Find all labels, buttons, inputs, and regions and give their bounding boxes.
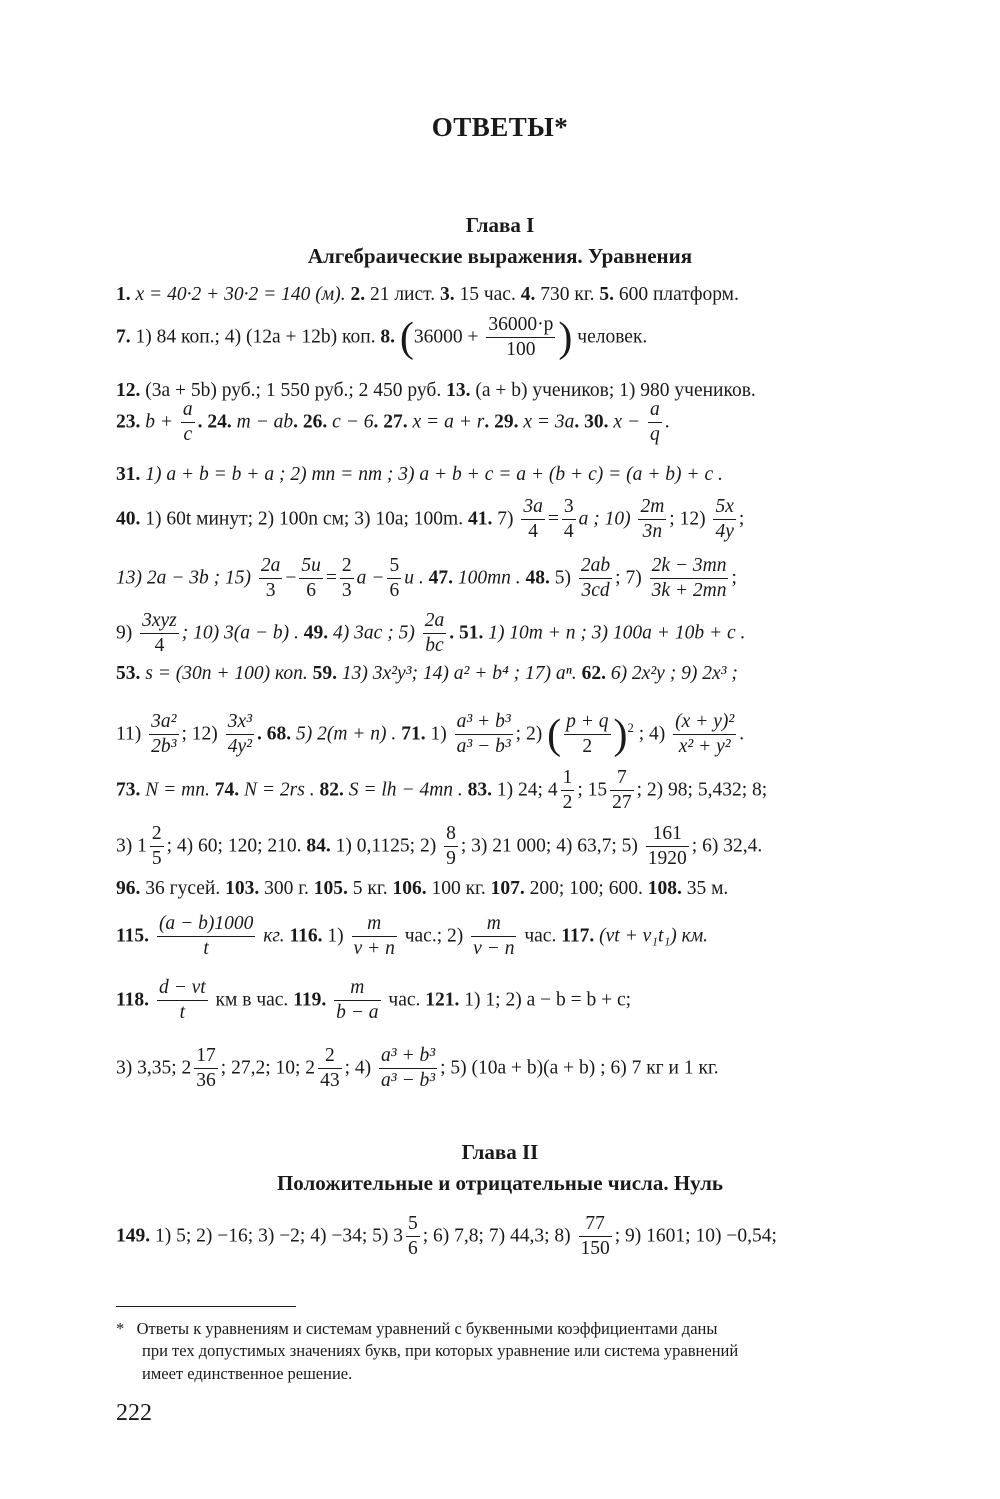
answer-number: . 24. — [197, 411, 232, 433]
denominator: 3k + 2mn — [651, 580, 727, 602]
answer-text: 11) — [116, 723, 142, 745]
answer-text: 1) 60t минут; 2) 100n см; 3) 10a; 100m. — [145, 508, 464, 530]
answer-number: 119. — [293, 989, 327, 1011]
chapter-2-title: Глава II — [461, 1140, 539, 1164]
answer-text: x = 40·2 + 30·2 = 140 (м). — [135, 284, 346, 305]
numerator: (x + y)² — [673, 712, 736, 735]
answer-text: 7) — [497, 508, 514, 530]
numerator: 2a — [423, 611, 447, 634]
answer-number: . 30. — [574, 411, 609, 433]
fraction — [646, 824, 689, 870]
answer-number: 116. — [289, 925, 323, 947]
answer-number: 31. — [116, 464, 141, 485]
numerator: 5u — [299, 556, 323, 579]
numerator: 161 — [646, 824, 689, 847]
fraction — [157, 914, 255, 960]
denominator: 3n — [642, 521, 663, 543]
denominator: 2 — [562, 792, 573, 814]
answer-text: кг. — [263, 925, 285, 947]
answer-number: 5. — [599, 284, 614, 305]
answer-line-12 — [116, 824, 896, 870]
equals-sign: = — [325, 567, 337, 589]
answer-text: ; 9) 1601; 10) −0,54; — [614, 1225, 777, 1247]
answer-text: ; 6) 32,4. — [691, 835, 763, 857]
denominator: 4y — [715, 521, 734, 543]
numerator: 7 — [610, 768, 634, 791]
answer-text: км в час. — [215, 989, 289, 1011]
numerator: 2 — [150, 824, 164, 847]
fraction — [194, 1046, 218, 1092]
answer-line-8 — [116, 611, 896, 657]
answer-text: 5 кг. — [352, 878, 388, 899]
answer-text: 1) 10m + n ; 3) 100a + 10b + c . — [488, 622, 746, 644]
answer-number: 83. — [467, 779, 493, 801]
answer-text: 730 кг. — [540, 284, 595, 305]
answer-text: 13) 3x²y³; 14) a² + b⁴ ; 17) aⁿ. — [341, 663, 577, 684]
answer-number: 49. — [303, 622, 329, 644]
answer-number: 59. — [312, 663, 338, 684]
denominator: 4y² — [227, 736, 252, 758]
answer-number: . 26. — [293, 411, 328, 433]
answer-number: 7. — [116, 326, 131, 348]
answer-text: 5) 2(m + n) . — [295, 723, 397, 745]
answer-number: . 29. — [484, 411, 519, 433]
answer-number: 82. — [319, 779, 344, 801]
denominator: v + n — [353, 938, 395, 960]
answer-text: 1) 1; 2) a − b = b + c; — [464, 989, 632, 1011]
fraction — [638, 497, 666, 543]
numerator: a³ + b³ — [455, 712, 513, 735]
fraction — [455, 712, 513, 758]
answer-line-15 — [116, 978, 896, 1024]
denominator: 4 — [528, 521, 538, 543]
paren-open: ( — [547, 711, 562, 758]
fraction — [673, 712, 736, 758]
denominator: t — [203, 938, 209, 960]
minus-sign: − — [285, 567, 297, 589]
numerator: 77 — [579, 1214, 612, 1237]
answer-number: 107. — [490, 878, 525, 899]
denominator: b − a — [336, 1002, 379, 1024]
denominator: t — [179, 1002, 186, 1024]
answer-line-4: 23. b + $\frac{a}{c}$ . 24. m − ab. 26. c − 6. 27. x = a + r. 29. x = 3a. 30. x − $\frac{a}{q}$ . — [116, 399, 670, 446]
answer-text: N = mn. — [145, 779, 210, 801]
numerator: 2 — [340, 556, 354, 579]
answer-line-6: 40. 1) 60t минут; 2) 100n см; 3) 10a; 100m. 41. 7) $\frac{3a}{4}$ = $\frac{3}{4}$ a ; 10) $\frac{2m}{3n}$ ; 12) $\frac{5x}{4y}$ ; — [116, 496, 745, 543]
fraction — [406, 1214, 420, 1260]
answer-text: 9) — [116, 622, 133, 644]
answer-line-17 — [116, 1214, 896, 1260]
footnote — [116, 1318, 916, 1385]
answer-number: 53. — [116, 663, 141, 684]
answer-text: ; 2) — [515, 723, 543, 745]
numerator: 2m — [638, 497, 666, 520]
answer-text: 36000 + — [413, 326, 479, 348]
answer-text: человек. — [577, 326, 648, 348]
numerator: (a − b)1000 — [157, 914, 255, 937]
numerator: m — [352, 914, 397, 937]
answer-text: c − 6 — [332, 411, 374, 433]
answer-number: 3. — [439, 284, 455, 305]
page-number: 222 — [116, 1400, 152, 1426]
numerator: 3x³ — [226, 712, 254, 735]
answer-number: 23. — [116, 411, 141, 433]
answer-text: 600 платформ. — [618, 284, 739, 305]
numerator: 5 — [406, 1214, 420, 1237]
numerator: m — [471, 914, 516, 937]
chapter-2-heading — [0, 1140, 1000, 1196]
answer-number: 115. — [116, 925, 150, 947]
answer-number: 62. — [581, 663, 606, 684]
chapter-2-subtitle: Положительные и отрицательные числа. Нуль — [276, 1171, 724, 1195]
answer-line-9 — [116, 664, 896, 684]
numerator: 5 — [387, 556, 401, 579]
answer-number: 149. — [116, 1225, 151, 1247]
answer-number: 48. — [525, 567, 550, 589]
answer-text: 1) — [327, 925, 344, 947]
denominator: 9 — [446, 848, 456, 870]
denominator: q — [649, 424, 660, 446]
fraction — [299, 556, 323, 602]
denominator: v − n — [473, 938, 515, 960]
answer-text: ; 4) 60; 120; 210. — [166, 835, 302, 857]
answer-text: 1) a + b = b + a ; 2) mn = nm ; 3) a + b + c = a + (b + c) = (a + b) + c . — [145, 464, 723, 485]
numerator: a — [181, 400, 195, 423]
denominator: 100 — [506, 339, 536, 361]
numerator: 2a — [259, 556, 283, 579]
fraction — [352, 914, 397, 960]
numerator: 2 — [318, 1046, 342, 1069]
fraction — [318, 1046, 342, 1092]
answer-text: (vt + v₁t₁) км. — [599, 925, 709, 947]
answer-number: 106. — [392, 878, 427, 899]
answer-text: ; 5) (10a + b)(a + b) ; 6) 7 кг и 1 кг. — [440, 1057, 719, 1079]
numerator: m — [334, 978, 380, 1001]
answer-number: . 27. — [373, 411, 408, 433]
answer-number: 108. — [647, 878, 682, 899]
answer-text: S = lh − 4mn . — [348, 779, 463, 801]
fraction — [334, 978, 380, 1024]
answer-text: 1) — [430, 723, 447, 745]
fraction — [149, 712, 178, 758]
denominator: 150 — [580, 1238, 610, 1260]
answer-number: 96. — [116, 878, 141, 899]
answer-line-16 — [116, 1046, 896, 1092]
numerator: 17 — [194, 1046, 218, 1069]
answer-number: 73. — [116, 779, 141, 801]
denominator: 4 — [154, 635, 165, 657]
answer-text: ; 2) 98; 5,432; 8; — [636, 779, 768, 801]
answer-line-5 — [116, 465, 896, 485]
answer-text: 1) 84 коп.; 4) (12a + 12b) коп. — [135, 326, 376, 348]
answer-text: 1) 0,1125; 2) — [335, 835, 437, 857]
fraction — [150, 824, 164, 870]
answer-text: 4) 3ac ; 5) — [333, 622, 415, 644]
denominator: 3cd — [581, 580, 610, 602]
numerator: 3a² — [149, 712, 178, 735]
numerator: a — [648, 400, 662, 423]
paren-open: ( — [399, 314, 414, 361]
denominator: 2b³ — [151, 736, 177, 758]
footnote-divider — [116, 1306, 296, 1307]
answer-text: 100 кг. — [431, 878, 486, 899]
answer-text: (a + b) учеников; 1) 980 учеников. — [475, 380, 756, 401]
answer-text: ; 4) — [344, 1057, 372, 1079]
answer-number: 12. — [116, 380, 141, 401]
fraction — [181, 400, 195, 446]
answer-number: 40. — [116, 508, 141, 530]
numerator: 8 — [444, 824, 458, 847]
fraction — [648, 400, 662, 446]
answer-text: x = a + r — [412, 411, 485, 433]
answer-line-2 — [116, 315, 896, 361]
answer-text: 15 час. — [459, 284, 516, 305]
answer-number: 47. — [428, 567, 453, 589]
numerator: 2k − 3mn — [650, 556, 729, 579]
answer-text: ; 12) — [181, 723, 218, 745]
answer-text: 13) 2a − 3b ; 15) — [116, 567, 252, 589]
fraction — [423, 611, 447, 657]
answer-number: 13. — [446, 380, 471, 401]
answer-text: ; 3) 21 000; 4) 63,7; 5) — [460, 835, 638, 857]
answer-text: N = 2rs . — [244, 779, 315, 801]
answer-text: s = (30n + 100) коп. — [145, 663, 308, 684]
denominator: 6 — [389, 580, 400, 602]
numerator: 3a — [521, 497, 545, 520]
answer-line-14 — [116, 914, 896, 960]
answer-line-1 — [116, 285, 896, 305]
footnote-line-2: при тех допустимых значениях букв, при которых уравнение или система уравнений — [142, 1341, 739, 1361]
numerator: 3 — [562, 497, 576, 520]
answer-text: ; 7) — [615, 567, 642, 589]
answer-line-10: 11) $\frac{\text{3a²}}{\text{2b³}}$ ; 12) $\frac{\text{3x³}}{\text{4y²}}$ . 68. 5) 2(m + n) . 71. 1) $\frac{\text{a³ + b³}}{\text{a³ − b³}}$ ; 2) ( $\frac{p + q}{2}$ )$^2$ ; 4) $\frac{\text{(x + y)²}}{\text{x² + y²}}$ . — [116, 711, 745, 758]
answer-number: 117. — [561, 925, 595, 947]
denominator: 6 — [306, 580, 317, 602]
fraction — [561, 768, 575, 814]
answer-number: . 68. — [256, 723, 292, 745]
answer-text: ; 10) 3(a − b) . — [181, 622, 299, 644]
fraction — [713, 497, 735, 543]
answer-text: ; 12) — [669, 508, 706, 530]
answer-number: 4. — [520, 284, 536, 305]
fraction — [259, 556, 283, 602]
denominator: 2 — [582, 736, 593, 758]
fraction — [521, 497, 545, 543]
footnote-line-1: Ответы к уравнениям и системам уравнений с буквенными коэффициентами даны — [136, 1319, 718, 1338]
answer-text: час. — [388, 989, 421, 1011]
fraction — [562, 497, 576, 543]
fraction — [157, 978, 208, 1024]
answer-line-11 — [116, 768, 896, 814]
numerator: a³ + b³ — [379, 1046, 437, 1069]
answer-text: a ; 10) — [578, 508, 631, 530]
page-title: ОТВЕТЫ* — [431, 112, 569, 142]
denominator: x² + y² — [678, 736, 731, 758]
fraction — [226, 712, 254, 758]
answer-text: (3a + 5b) руб.; 1 550 руб.; 2 450 руб. — [145, 380, 442, 401]
paren-close: ) — [613, 711, 628, 758]
answer-text: ; 27,2; 10; 2 — [220, 1057, 316, 1079]
fraction — [140, 611, 179, 657]
paren-close: ) — [558, 314, 573, 361]
numerator: d − vt — [157, 978, 208, 1001]
answer-number: 84. — [306, 835, 331, 857]
answer-text: x = 3a — [523, 411, 575, 433]
denominator: a³ − b³ — [380, 1070, 436, 1092]
answer-text: u . — [404, 567, 424, 589]
denominator: 3 — [265, 580, 276, 602]
answer-text: 1) 24; 4 — [496, 779, 558, 801]
answer-number: 71. — [401, 723, 426, 745]
answer-number: 2. — [350, 284, 366, 305]
denominator: c — [183, 424, 193, 446]
footnote-line-3: имеет единственное решение. — [142, 1363, 353, 1383]
answer-number: 41. — [467, 508, 493, 530]
fraction — [579, 556, 612, 602]
denominator: 5 — [151, 848, 162, 870]
numerator: 3xyz — [140, 611, 179, 634]
answer-text: ; 15 — [577, 779, 608, 801]
numerator: 36000·p — [486, 315, 555, 338]
answer-text: b + — [145, 411, 174, 433]
answer-text: 21 лист. — [369, 284, 436, 305]
answer-text: ; 6) 7,8; 7) 44,3; 8) — [422, 1225, 571, 1247]
answer-text: m − ab — [236, 411, 294, 433]
chapter-1-heading — [0, 213, 1000, 269]
answer-line-7: 13) 2a − 3b ; 15) $\frac{2a}{3}$ − $\frac{5u}{6}$ = $\frac{2}{3}$ a − $\frac{5}{6}$ u . 47. 100mn . 48. 5) $\frac{2ab}{3cd}$ ; 7) $\frac{2k - 3mn}{3k + 2mn}$ ; — [116, 555, 737, 602]
fraction — [579, 1214, 612, 1260]
denominator: 1920 — [647, 848, 687, 870]
answer-text: 1) 5; 2) −16; 3) −2; 4) −34; 5) 3 — [155, 1225, 404, 1247]
answer-number: 105. — [313, 878, 348, 899]
denominator: bc — [425, 635, 444, 657]
fraction — [486, 315, 555, 361]
answer-number: 118. — [116, 989, 150, 1011]
numerator: 2ab — [579, 556, 612, 579]
fraction — [610, 768, 634, 814]
numerator: 5x — [713, 497, 735, 520]
answer-text: 6) 2x²y ; 9) 2x³ ; — [610, 663, 738, 684]
answer-text: 5) — [554, 567, 572, 589]
answer-text: x − — [613, 411, 641, 433]
fraction — [340, 556, 354, 602]
answer-number: 121. — [425, 989, 460, 1011]
fraction — [379, 1046, 437, 1092]
answer-number: 8. — [380, 326, 396, 348]
answer-text: 3) 1 — [116, 835, 147, 857]
numerator: p + q — [564, 712, 610, 735]
answer-line-3 — [116, 381, 896, 401]
answer-text: a − — [356, 567, 385, 589]
answer-text: час. — [524, 925, 557, 947]
answer-number: . 51. — [449, 622, 484, 644]
denominator: a³ − b³ — [456, 736, 511, 758]
denominator: 6 — [408, 1238, 418, 1260]
answer-text: час.; 2) — [404, 925, 464, 947]
answer-text: 3) 3,35; 2 — [116, 1057, 192, 1079]
chapter-1-title: Глава I — [465, 213, 535, 237]
answer-text: 35 м. — [686, 878, 729, 899]
chapter-1-subtitle: Алгебраические выражения. Уравнения — [307, 244, 693, 268]
numerator: 1 — [561, 768, 575, 791]
footnote-mark: * — [116, 1319, 125, 1338]
fraction — [387, 556, 401, 602]
denominator: 27 — [612, 792, 632, 814]
fraction — [444, 824, 458, 870]
denominator: 4 — [563, 521, 574, 543]
answer-number: 103. — [225, 878, 260, 899]
answer-text: 36 гусей. — [145, 878, 221, 899]
answer-line-13 — [116, 879, 896, 899]
fraction — [650, 556, 729, 602]
denominator: 43 — [320, 1070, 340, 1092]
fraction — [471, 914, 516, 960]
answer-text: ; 4) — [638, 723, 666, 745]
answer-number: 74. — [214, 779, 240, 801]
fraction — [564, 712, 610, 758]
answer-text: 100mn . — [457, 567, 521, 589]
answer-text: 300 г. — [264, 878, 309, 899]
answer-number: 1. — [116, 284, 131, 305]
equals-sign: = — [547, 508, 559, 530]
answer-text: 200; 100; 600. — [529, 878, 643, 899]
denominator: 3 — [341, 580, 352, 602]
denominator: 36 — [196, 1070, 216, 1092]
